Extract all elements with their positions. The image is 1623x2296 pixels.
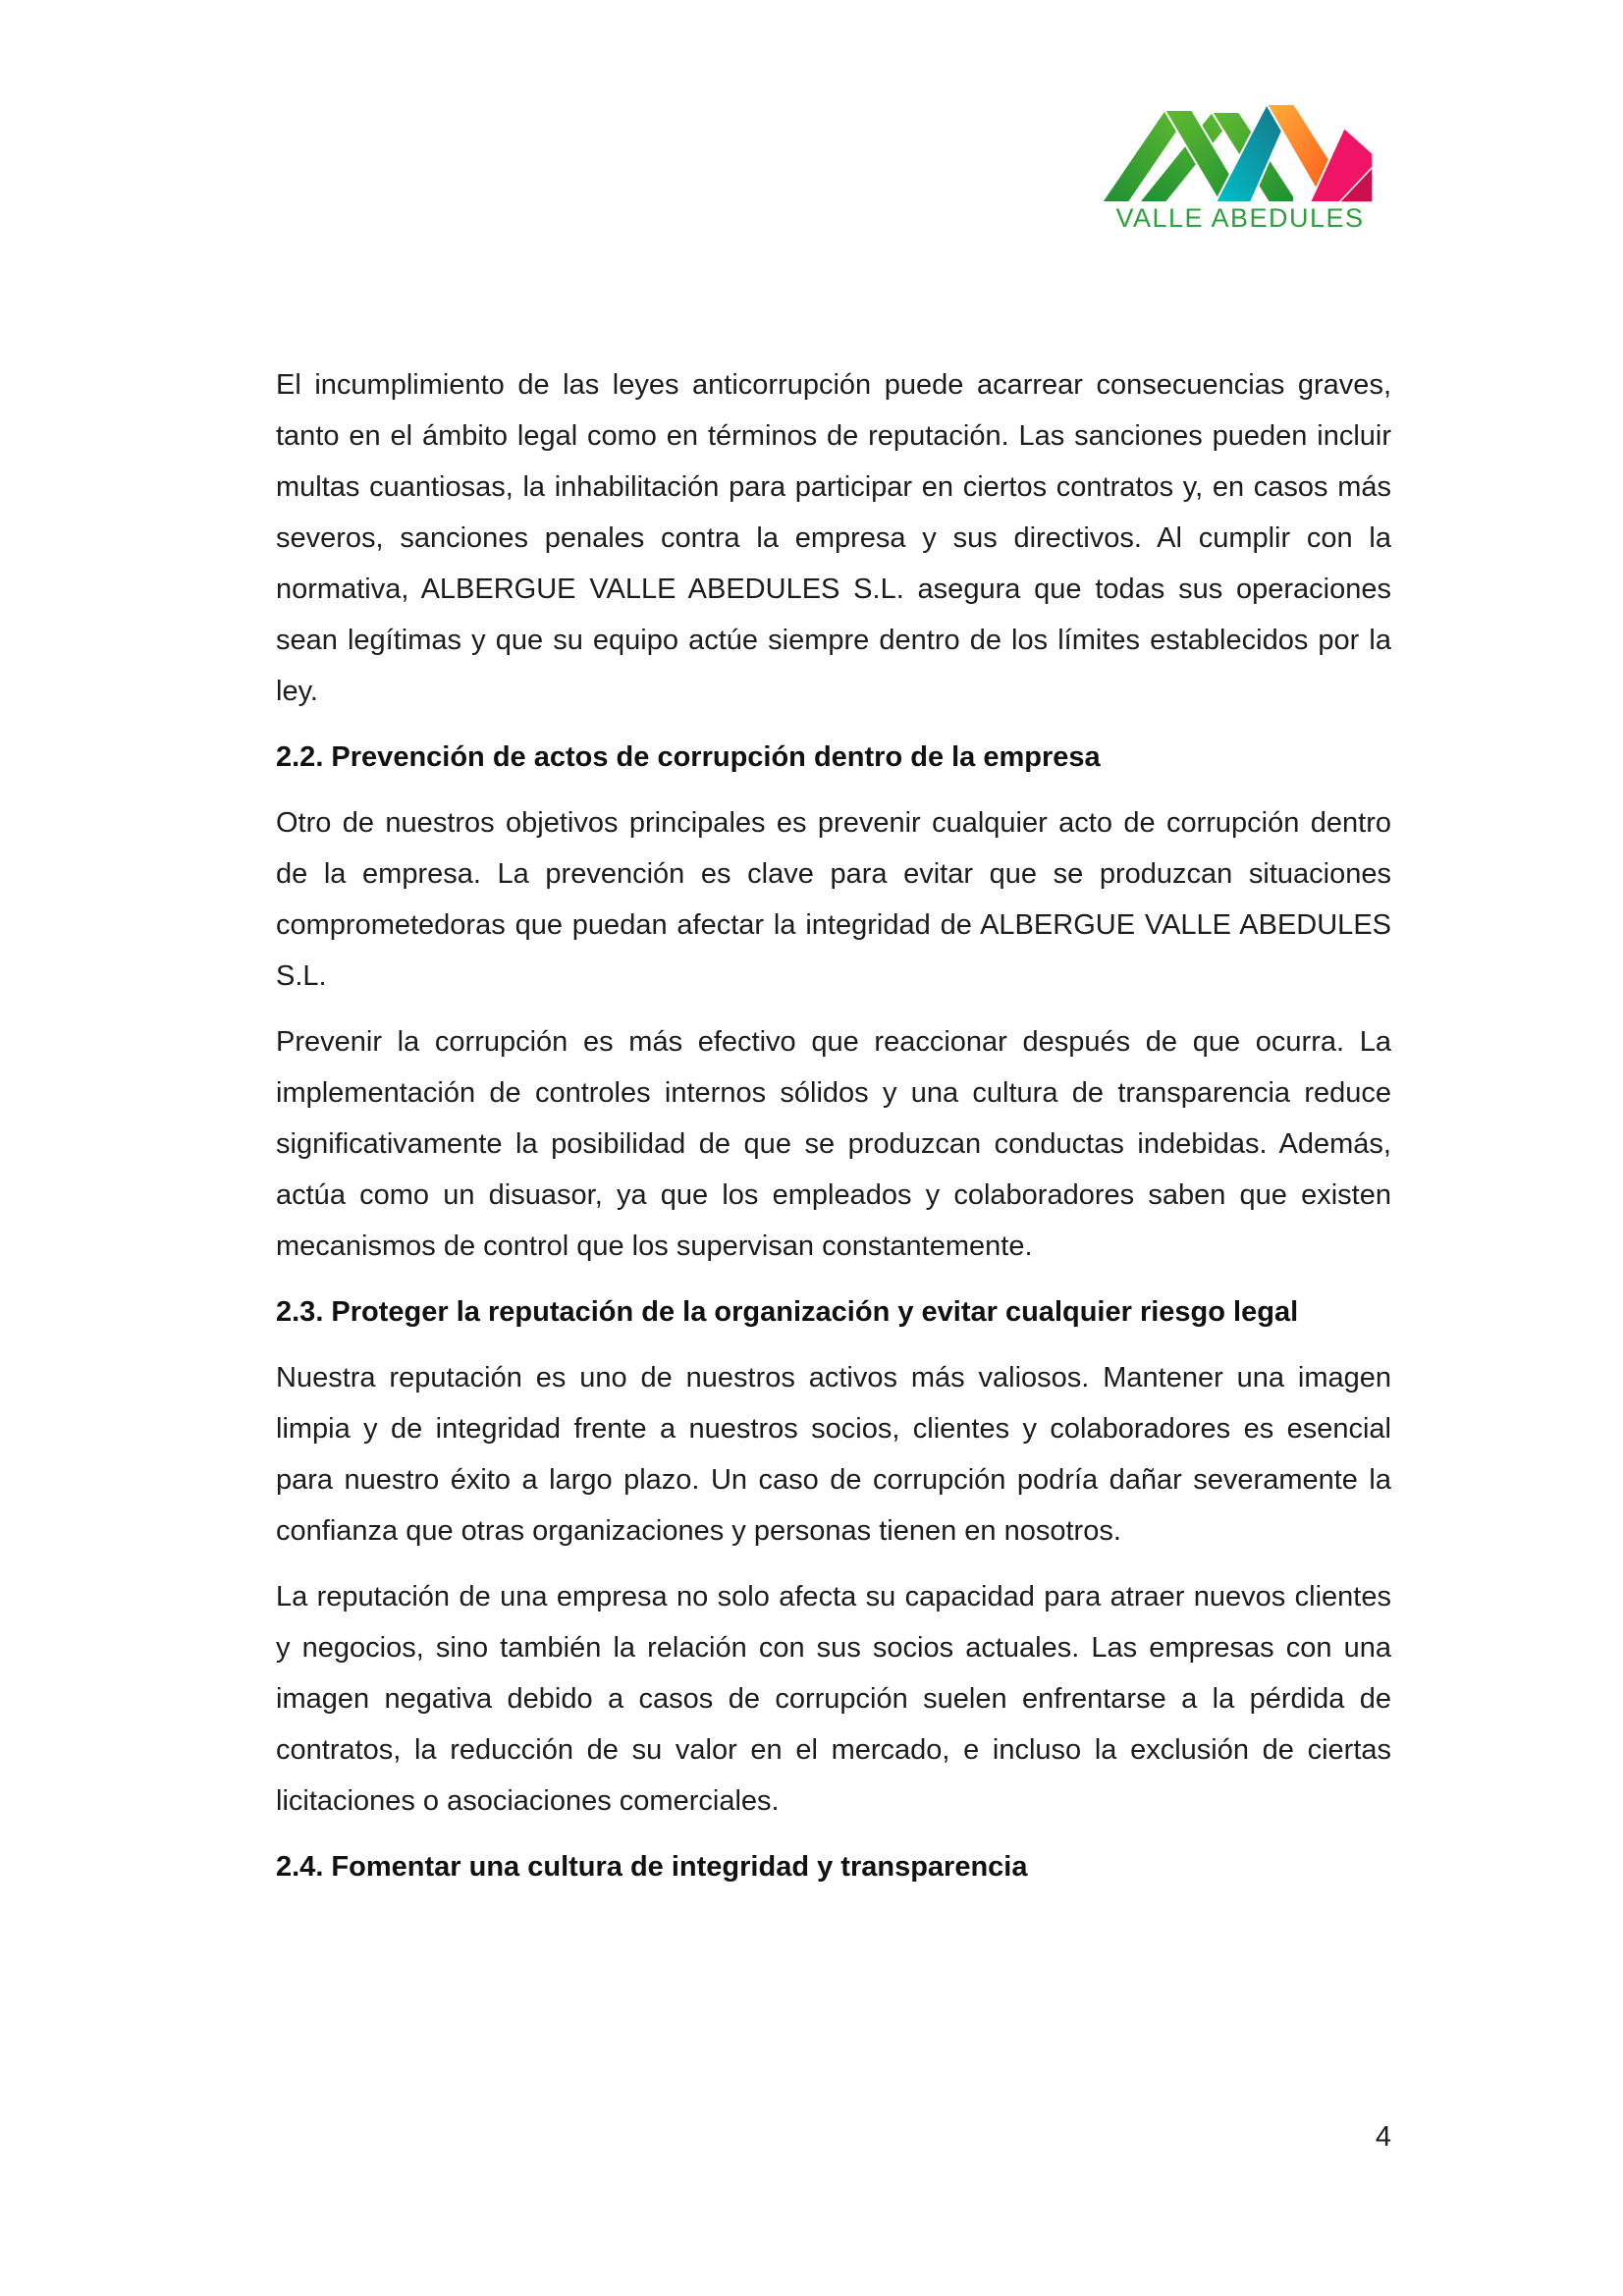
- brand-name: VALLE ABEDULES: [1115, 203, 1365, 233]
- section-heading-2-4: 2.4. Fomentar una cultura de integridad y transparencia: [276, 1851, 1028, 1883]
- body-paragraph: El incumplimiento de las leyes anticorrupción puede acarrear consecuencias graves, tanto en el ámbito legal como en términos de reputación. Las sanciones pueden incluir multas cuantiosas, la inhabilitación para participar en ciertos contratos y, en casos más severos, sanciones penales contra la empresa y sus directivos. Al cumplir con la normativa, ALBERGUE VALLE ABEDULES S.L. asegura que todas sus operaciones sean legítimas y que su equipo actúe siempre dentro de los límites establecidos por la ley.: [276, 369, 1391, 707]
- body-paragraph: La reputación de una empresa no solo afecta su capacidad para atraer nuevos clientes y negocios, sino también la relación con sus socios actuales. Las empresas con una imagen negativa debido a casos de corrupción suelen enfrentarse a la pérdida de contratos, la reducción de su valor en el mercado, e incluso la exclusión de ciertas licitaciones o asociaciones comerciales.: [276, 1581, 1391, 1817]
- document-body: [276, 359, 1391, 1907]
- page-number: 4: [1375, 2121, 1391, 2153]
- body-paragraph: Prevenir la corrupción es más efectivo que reaccionar después de que ocurra. La implementación de controles internos sólidos y una cultura de transparencia reduce significativamente la posibilidad de que se produzcan conductas indebidas. Además, actúa como un disuasor, ya que los empleados y colaboradores saben que existen mecanismos de control que los supervisan constantemente.: [276, 1026, 1391, 1262]
- section-heading-2-3: 2.3. Proteger la reputación de la organización y evitar cualquier riesgo legal: [276, 1296, 1299, 1328]
- section-heading-2-2: 2.2. Prevención de actos de corrupción dentro de la empresa: [276, 741, 1101, 773]
- body-paragraph: Nuestra reputación es uno de nuestros activos más valiosos. Mantener una imagen limpia y de integridad frente a nuestros socios, clientes y colaboradores es esencial para nuestro éxito a largo plazo. Un caso de corrupción podría dañar severamente la confianza que otras organizaciones y personas tienen en nosotros.: [276, 1362, 1391, 1547]
- mountain-logo-icon: [1102, 104, 1379, 202]
- company-logo: [1102, 104, 1379, 233]
- body-paragraph: Otro de nuestros objetivos principales es prevenir cualquier acto de corrupción dentro de la empresa. La prevención es clave para evitar que se produzcan situaciones comprometedoras que puedan afectar la integridad de ALBERGUE VALLE ABEDULES S.L.: [276, 807, 1391, 992]
